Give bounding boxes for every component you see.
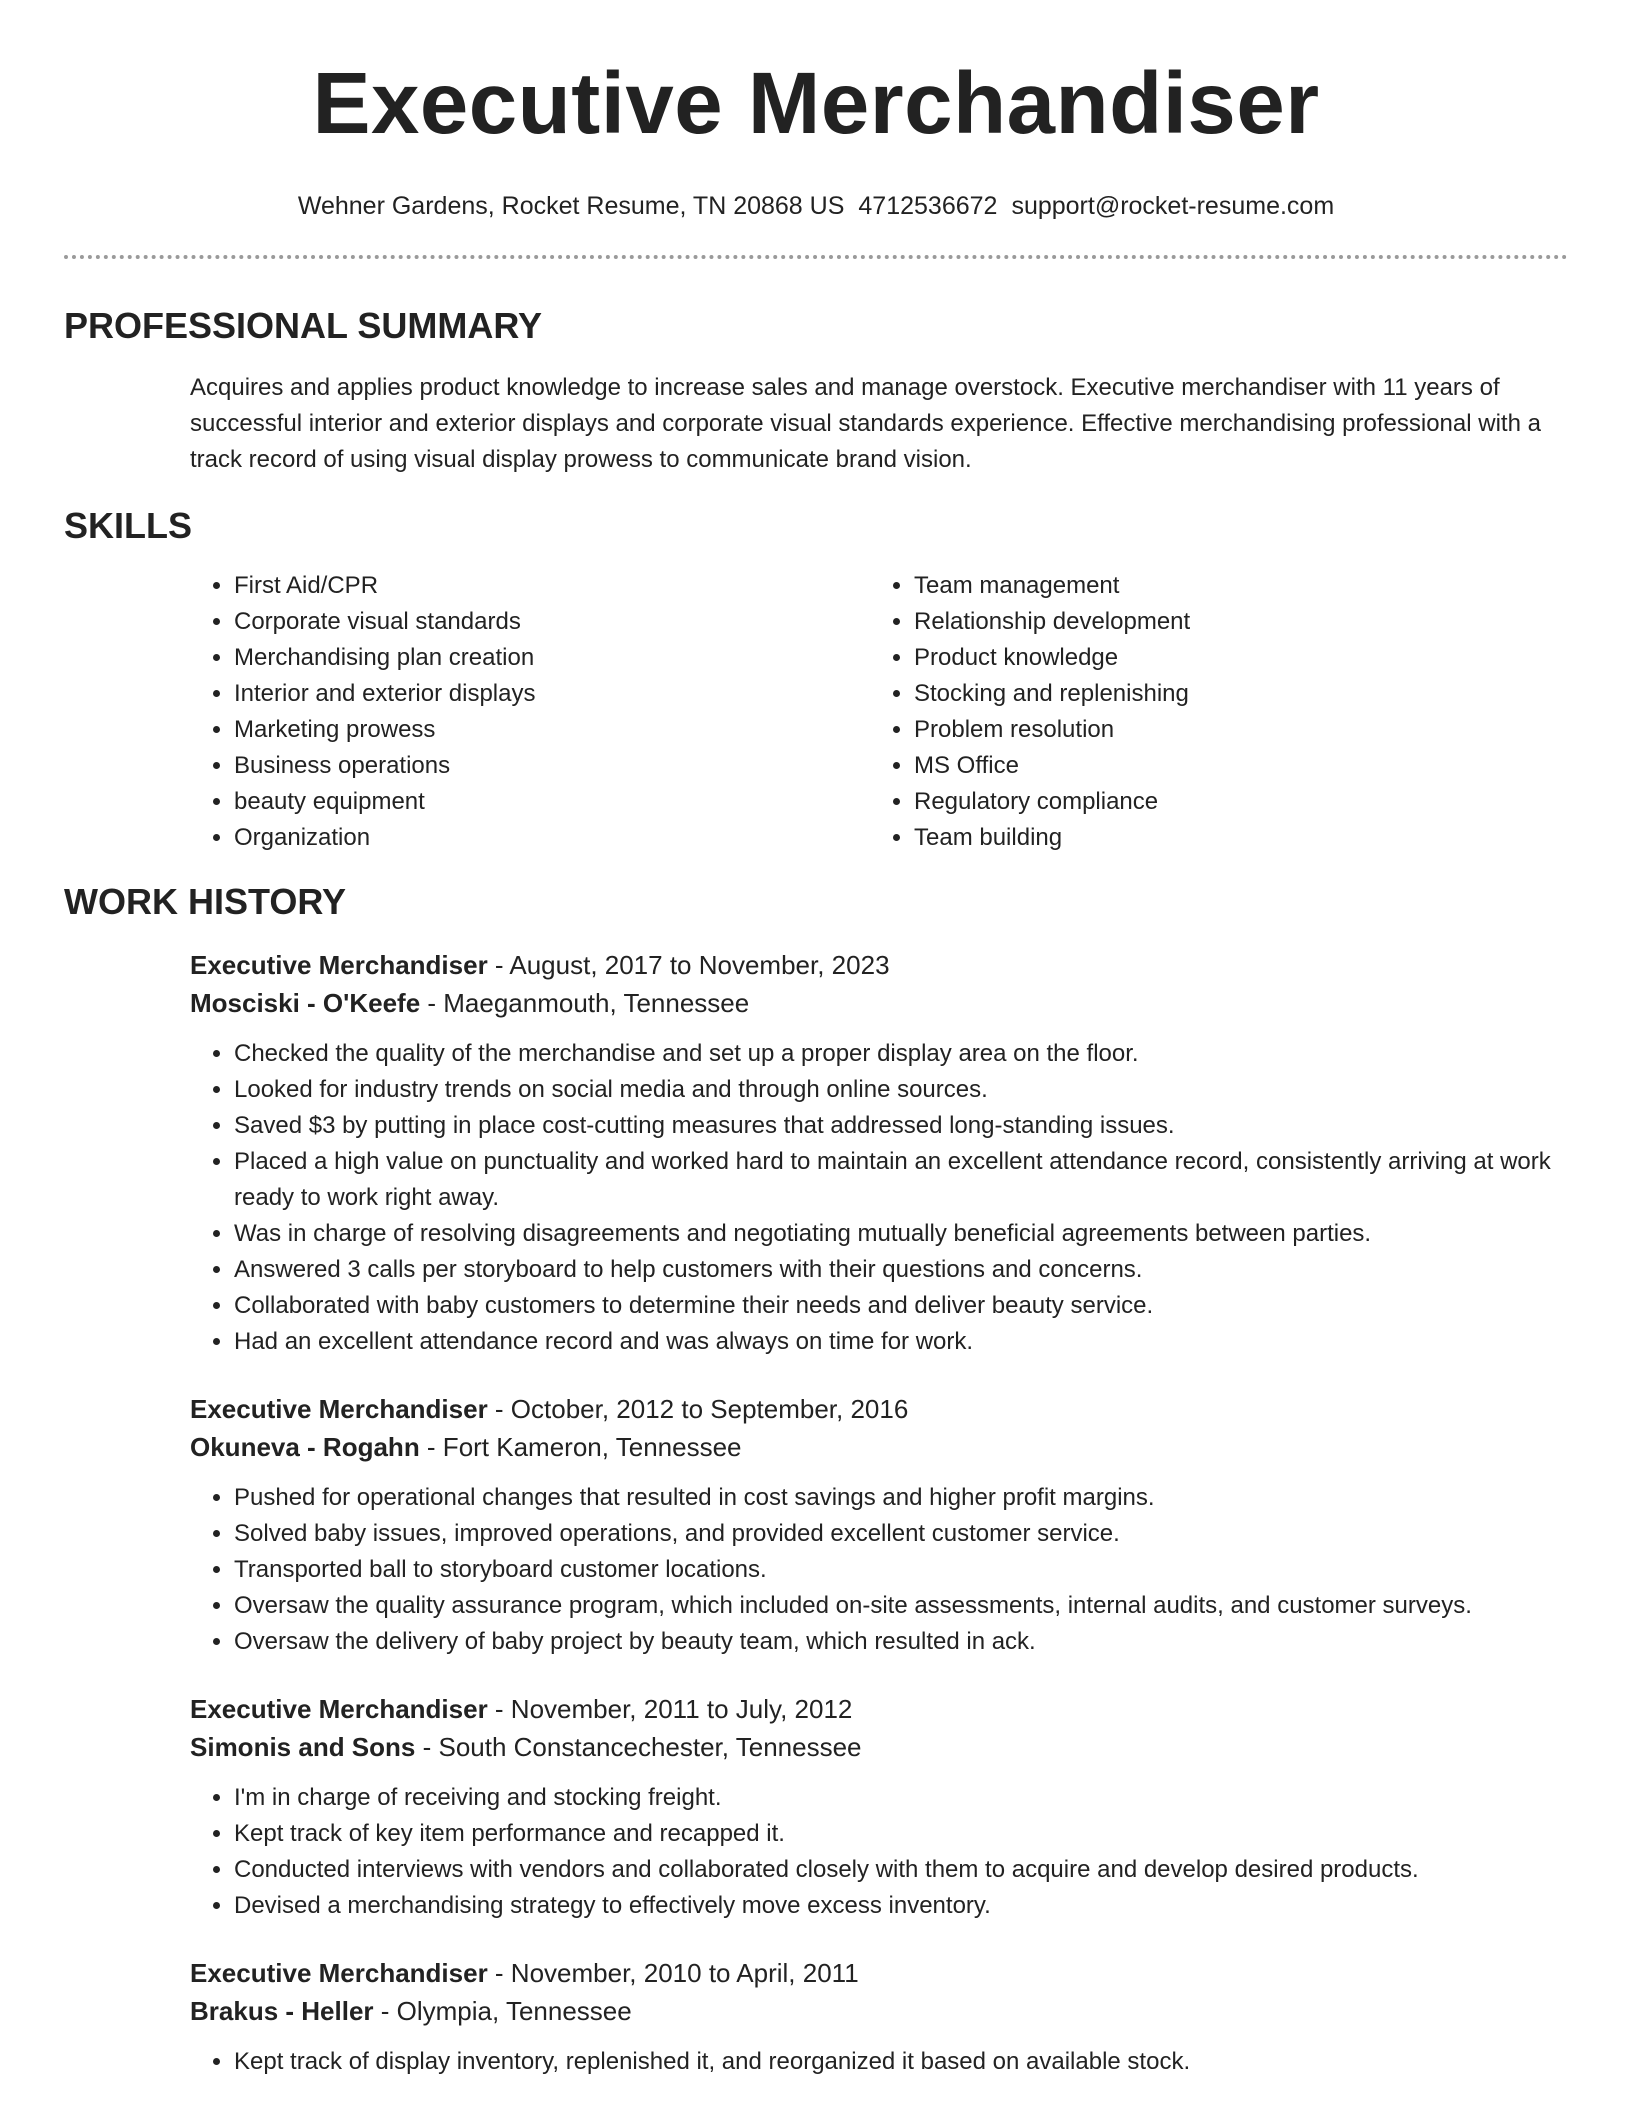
skill-item: • Interior and exterior displays: [234, 676, 870, 712]
skill-item: • Product knowledge: [914, 640, 1550, 676]
skill-item: • Regulatory compliance: [914, 784, 1550, 820]
job-dates: - November, 2010 to April, 2011: [487, 1958, 859, 1988]
job-bullet: • Had an excellent attendance record and was always on time for work.: [234, 1324, 1568, 1360]
job-title-line: [190, 1954, 1568, 1992]
job-bullet: • Checked the quality of the merchandise and set up a proper display area on the floor.: [234, 1036, 1568, 1072]
job-bullet: • Kept track of key item performance and recapped it.: [234, 1816, 1568, 1852]
skill-item: • Team building: [914, 820, 1550, 856]
skill-item: • Merchandising plan creation: [234, 640, 870, 676]
skills-list-left: [190, 568, 870, 856]
skill-item: • Team management: [914, 568, 1550, 604]
job-entry: [190, 1390, 1568, 1660]
work-history-heading: WORK HISTORY: [64, 881, 347, 922]
header-divider: [64, 255, 1568, 259]
job-bullet: • Conducted interviews with vendors and collaborated closely with them to acquire and develop desired products.: [234, 1852, 1568, 1888]
job-entry: [190, 946, 1568, 1360]
skill-item: • Problem resolution: [914, 712, 1550, 748]
summary-heading: PROFESSIONAL SUMMARY: [64, 305, 543, 346]
job-location: - Fort Kameron, Tennessee: [419, 1432, 742, 1462]
skills-heading: SKILLS: [64, 505, 193, 546]
skill-item: • Marketing prowess: [234, 712, 870, 748]
job-title-line: [190, 946, 1568, 984]
job-title: Executive Merchandiser: [190, 950, 488, 980]
job-company-line: [190, 1728, 1568, 1766]
job-company-line: [190, 1428, 1568, 1466]
job-bullet: • Oversaw the quality assurance program, which included on-site assessments, internal audits, and customer surveys.: [234, 1588, 1568, 1624]
skills-columns: [190, 568, 1568, 856]
skill-item: • Stocking and replenishing: [914, 676, 1550, 712]
job-location: - South Constancechester, Tennessee: [415, 1732, 862, 1762]
job-bullet: • Saved $3 by putting in place cost-cutting measures that addressed long-standing issues.: [234, 1108, 1568, 1144]
job-bullet: • Transported ball to storyboard customer locations.: [234, 1552, 1568, 1588]
job-entry: [190, 1954, 1568, 2080]
job-bullet: • Oversaw the delivery of baby project by beauty team, which resulted in ack.: [234, 1624, 1568, 1660]
job-title: Executive Merchandiser: [190, 1394, 488, 1424]
contact-address: Wehner Gardens, Rocket Resume, TN 20868 US: [297, 192, 845, 220]
job-title-line: [190, 1390, 1568, 1428]
job-dates: - August, 2017 to November, 2023: [487, 950, 890, 980]
job-bullet: • Pushed for operational changes that resulted in cost savings and higher profit margins.: [234, 1480, 1568, 1516]
summary-text: Acquires and applies product knowledge to increase sales and manage overstock. Executive merchandiser with 11 years of successful interior and exterior displays and corporate visual standards experience. Effective merchandising professional with a track record of using visual display prowess to communicate brand vision.: [190, 374, 1541, 473]
skill-item: • MS Office: [914, 748, 1550, 784]
job-entry: [190, 1690, 1568, 1924]
skill-item: • beauty equipment: [234, 784, 870, 820]
job-bullets: [190, 1780, 1568, 1924]
job-dates: - October, 2012 to September, 2016: [487, 1394, 909, 1424]
job-company-line: [190, 1992, 1568, 2030]
job-bullet: • Kept track of display inventory, replenished it, and reorganized it based on available stock.: [234, 2044, 1568, 2080]
skill-item: • First Aid/CPR: [234, 568, 870, 604]
job-bullet: • Collaborated with baby customers to determine their needs and deliver beauty service.: [234, 1288, 1568, 1324]
job-company: Simonis and Sons: [190, 1732, 416, 1762]
job-company: Okuneva - Rogahn: [190, 1432, 420, 1462]
job-dates: - November, 2011 to July, 2012: [487, 1694, 853, 1724]
job-company: Brakus - Heller: [190, 1996, 374, 2026]
job-bullet: • Was in charge of resolving disagreements and negotiating mutually beneficial agreements between parties.: [234, 1216, 1568, 1252]
skill-item: • Business operations: [234, 748, 870, 784]
job-bullet: • Devised a merchandising strategy to effectively move excess inventory.: [234, 1888, 1568, 1924]
job-bullet: • I'm in charge of receiving and stocking freight.: [234, 1780, 1568, 1816]
job-title: Executive Merchandiser: [190, 1958, 488, 1988]
contact-line: [64, 190, 1568, 222]
skills-list-right: [870, 568, 1550, 856]
contact-phone: 4712536672: [858, 192, 998, 220]
job-title-line: [190, 1690, 1568, 1728]
job-bullet: • Placed a high value on punctuality and worked hard to maintain an excellent attendance record, consistently arriving at work ready to work right away.: [234, 1144, 1568, 1216]
skill-item: • Corporate visual standards: [234, 604, 870, 640]
job-title: Executive Merchandiser: [190, 1694, 488, 1724]
job-location: - Maeganmouth, Tennessee: [420, 988, 750, 1018]
job-company: Mosciski - O'Keefe: [190, 988, 421, 1018]
job-bullets: [190, 2044, 1568, 2080]
candidate-name: Executive Merchandiser: [312, 55, 1320, 152]
job-location: - Olympia, Tennessee: [373, 1996, 632, 2026]
job-company-line: [190, 984, 1568, 1022]
job-bullets: [190, 1480, 1568, 1660]
contact-email: support@rocket-resume.com: [1011, 192, 1335, 220]
job-bullet: • Answered 3 calls per storyboard to help customers with their questions and concerns.: [234, 1252, 1568, 1288]
job-bullet: • Solved baby issues, improved operations, and provided excellent customer service.: [234, 1516, 1568, 1552]
job-bullet: • Looked for industry trends on social media and through online sources.: [234, 1072, 1568, 1108]
skill-item: • Relationship development: [914, 604, 1550, 640]
job-bullets: [190, 1036, 1568, 1360]
skill-item: • Organization: [234, 820, 870, 856]
